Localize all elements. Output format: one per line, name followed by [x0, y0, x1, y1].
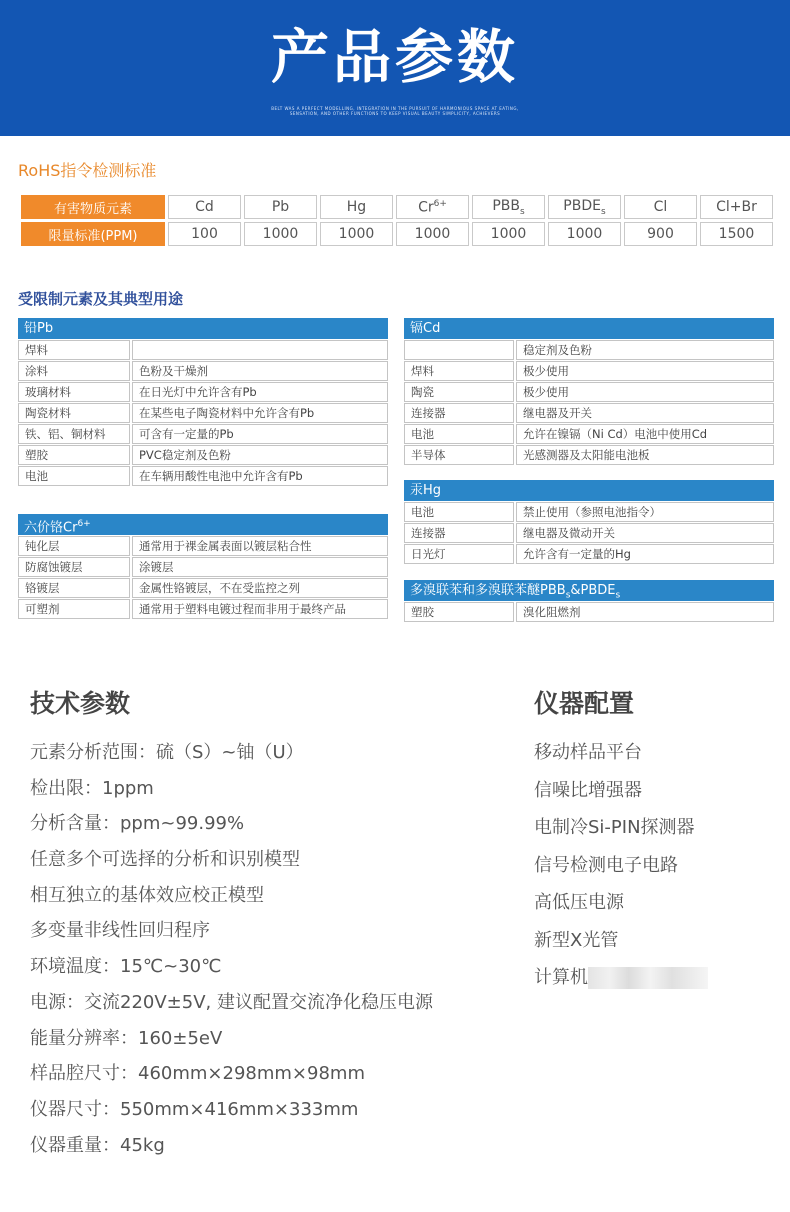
panel-row [18, 599, 388, 619]
rohs-limit: 1500 [700, 222, 773, 246]
panel-row [18, 361, 388, 381]
page-title: 产品参数 [270, 23, 519, 91]
panel-header: 铅Pb [18, 318, 388, 339]
usage-description: 继电器及微动开关 [516, 523, 774, 543]
rohs-row-elements [21, 195, 773, 219]
header-banner [0, 0, 790, 136]
rohs-element: $PBDE_s$ [548, 195, 621, 219]
panel-row [404, 544, 774, 564]
panel-header: 多溴联苯和多溴联苯醚$PBB_s\&PBDE_s$ [404, 580, 774, 601]
usage-category: 可塑剂 [18, 599, 130, 619]
panel-row [18, 445, 388, 465]
panel-row [404, 502, 774, 522]
panel-header: 六价铬$Cr^{6+}$ [18, 514, 388, 535]
panel-pb [18, 318, 388, 486]
tech-spec-item: 相互独立的基体效应校正模型 [30, 884, 264, 906]
rohs-row-label: 有害物质元素 [21, 195, 165, 219]
tech-spec-item: 环境温度：15℃~30℃ [30, 956, 222, 978]
rohs-element: Cd [168, 195, 241, 219]
rohs-limit: 1000 [244, 222, 317, 246]
rohs-row-limits [21, 222, 773, 246]
usage-category: 陶瓷材料 [18, 403, 130, 423]
usage-category: 半导体 [404, 445, 514, 465]
usage-description: 允许在镍镉（Ni Cd）电池中使用Cd [516, 424, 774, 444]
config-title: 仪器配置 [534, 689, 635, 718]
panel-row [18, 403, 388, 423]
tech-specs-title: 技术参数 [30, 689, 131, 718]
usage-category: 陶瓷 [404, 382, 514, 402]
usage-category: 铬镀层 [18, 578, 130, 598]
config-list [534, 738, 708, 1001]
tech-spec-item: 能量分辨率：160±5eV [30, 1027, 223, 1049]
panel-row [18, 578, 388, 598]
tech-spec-item: 多变量非线性回归程序 [30, 920, 210, 942]
usage-category: 电池 [404, 502, 514, 522]
usage-category: 塑胶 [404, 602, 514, 622]
usage-category: 塑胶 [18, 445, 130, 465]
usage-category [404, 340, 514, 360]
panel-pbb-pbde [404, 580, 774, 622]
panel-cr6 [18, 514, 388, 619]
usage-description: PVC稳定剂及色粉 [132, 445, 388, 465]
rohs-limit: 1000 [472, 222, 545, 246]
rohs-limit: 1000 [320, 222, 393, 246]
usage-category: 日光灯 [404, 544, 514, 564]
usage-description: 通常用于塑料电镀过程而非用于最终产品 [132, 599, 388, 619]
usage-description: 色粉及干燥剂 [132, 361, 388, 381]
usage-description: 禁止使用（参照电池指令） [516, 502, 774, 522]
panel-row [404, 361, 774, 381]
usage-category: 铁、铝、铜材料 [18, 424, 130, 444]
panel-row [18, 557, 388, 577]
rohs-element: Cl [624, 195, 697, 219]
panel-row [404, 523, 774, 543]
panel-row [404, 424, 774, 444]
usage-category: 焊料 [18, 340, 130, 360]
usage-description: 在车辆用酸性电池中允许含有Pb [132, 466, 388, 486]
panel-hg [404, 480, 774, 564]
panel-row [18, 382, 388, 402]
usage-description: 继电器及开关 [516, 403, 774, 423]
usage-description: 金属性铬镀层，不在受监控之列 [132, 578, 388, 598]
panel-row [404, 602, 774, 622]
rohs-table [18, 192, 776, 249]
rohs-limit: 900 [624, 222, 697, 246]
config-item: 新型X光管 [534, 929, 619, 951]
usage-category: 连接器 [404, 523, 514, 543]
usage-description: 涂镀层 [132, 557, 388, 577]
panel-row [404, 382, 774, 402]
usage-description: 光感测器及太阳能电池板 [516, 445, 774, 465]
rohs-element: $Cr^{6+}$ [396, 195, 469, 219]
usage-category: 连接器 [404, 403, 514, 423]
rohs-element: Hg [320, 195, 393, 219]
panel-header: 镉Cd [404, 318, 774, 339]
config-item: 信噪比增强器 [534, 779, 642, 801]
config-item: 移动样品平台 [534, 742, 642, 763]
panel-row [18, 340, 388, 360]
config-item-row [534, 963, 708, 1001]
usage-description: 可含有一定量的Pb [132, 424, 388, 444]
panel-row [404, 445, 774, 465]
config-item: 计算机 [534, 967, 588, 988]
tech-spec-item: 元素分析范围：硫（S）~铀（U） [30, 742, 304, 763]
config-item: 信号检测电子电路 [534, 854, 678, 876]
rohs-row-label: 限量标准(PPM) [21, 222, 165, 246]
rohs-element: Pb [244, 195, 317, 219]
usage-category: 玻璃材料 [18, 382, 130, 402]
usage-description: 通常用于裸金属表面以镀层粘合性 [132, 536, 388, 556]
rohs-limit: 1000 [548, 222, 621, 246]
panel-row [404, 340, 774, 360]
usage-description: 稳定剂及色粉 [516, 340, 774, 360]
config-item: 电制冷Si-PIN探测器 [534, 817, 695, 838]
banner-tagline: BELT WAS A PERFECT MODELLING, INTEGRATION IN THE PURSUIT OF HARMONIOUS SPACE AT EATING, SENSATION, AND OTHER FUNCTIONS TO KEEP VISUAL BEAUTY SIMPLICITY, ACHIEVERS [271, 106, 519, 116]
rohs-element: $PBB_s$ [472, 195, 545, 219]
usage-category: 防腐蚀镀层 [18, 557, 130, 577]
tech-spec-item: 分析含量：ppm~99.99% [30, 813, 245, 835]
tech-spec-item: 仪器尺寸：550mm×416mm×333mm [30, 1098, 359, 1120]
panel-row [404, 403, 774, 423]
rohs-limit: 100 [168, 222, 241, 246]
usage-category: 焊料 [404, 361, 514, 381]
tech-specs-list [30, 738, 433, 1166]
usage-description: 允许含有一定量的Hg [516, 544, 774, 564]
tech-spec-item: 样品腔尺寸：460mm×298mm×98mm [30, 1063, 365, 1085]
panel-row [18, 466, 388, 486]
panel-row [18, 424, 388, 444]
usage-category: 涂料 [18, 361, 130, 381]
usage-description [132, 340, 388, 360]
panel-header: 汞Hg [404, 480, 774, 501]
usage-description: 在日光灯中允许含有Pb [132, 382, 388, 402]
panel-cd [404, 318, 774, 465]
tech-spec-item: 仪器重量：45kg [30, 1134, 165, 1156]
restricted-title: 受限制元素及其典型用途 [18, 290, 184, 308]
usage-category: 钝化层 [18, 536, 130, 556]
usage-description: 溴化阻燃剂 [516, 602, 774, 622]
blurred-region [588, 967, 708, 989]
usage-category: 电池 [18, 466, 130, 486]
tech-spec-item: 任意多个可选择的分析和识别模型 [30, 849, 300, 871]
rohs-limit: 1000 [396, 222, 469, 246]
usage-description: 极少使用 [516, 361, 774, 381]
config-item: 高低压电源 [534, 892, 624, 913]
usage-category: 电池 [404, 424, 514, 444]
tech-spec-item: 检出限：1ppm [30, 777, 154, 799]
tech-spec-item: 电源：交流220V±5V, 建议配置交流净化稳压电源 [30, 991, 433, 1013]
usage-description: 在某些电子陶瓷材料中允许含有Pb [132, 403, 388, 423]
rohs-element: Cl+Br [700, 195, 773, 219]
panel-row [18, 536, 388, 556]
usage-description: 极少使用 [516, 382, 774, 402]
rohs-title: RoHS指令检测标准 [18, 161, 157, 180]
